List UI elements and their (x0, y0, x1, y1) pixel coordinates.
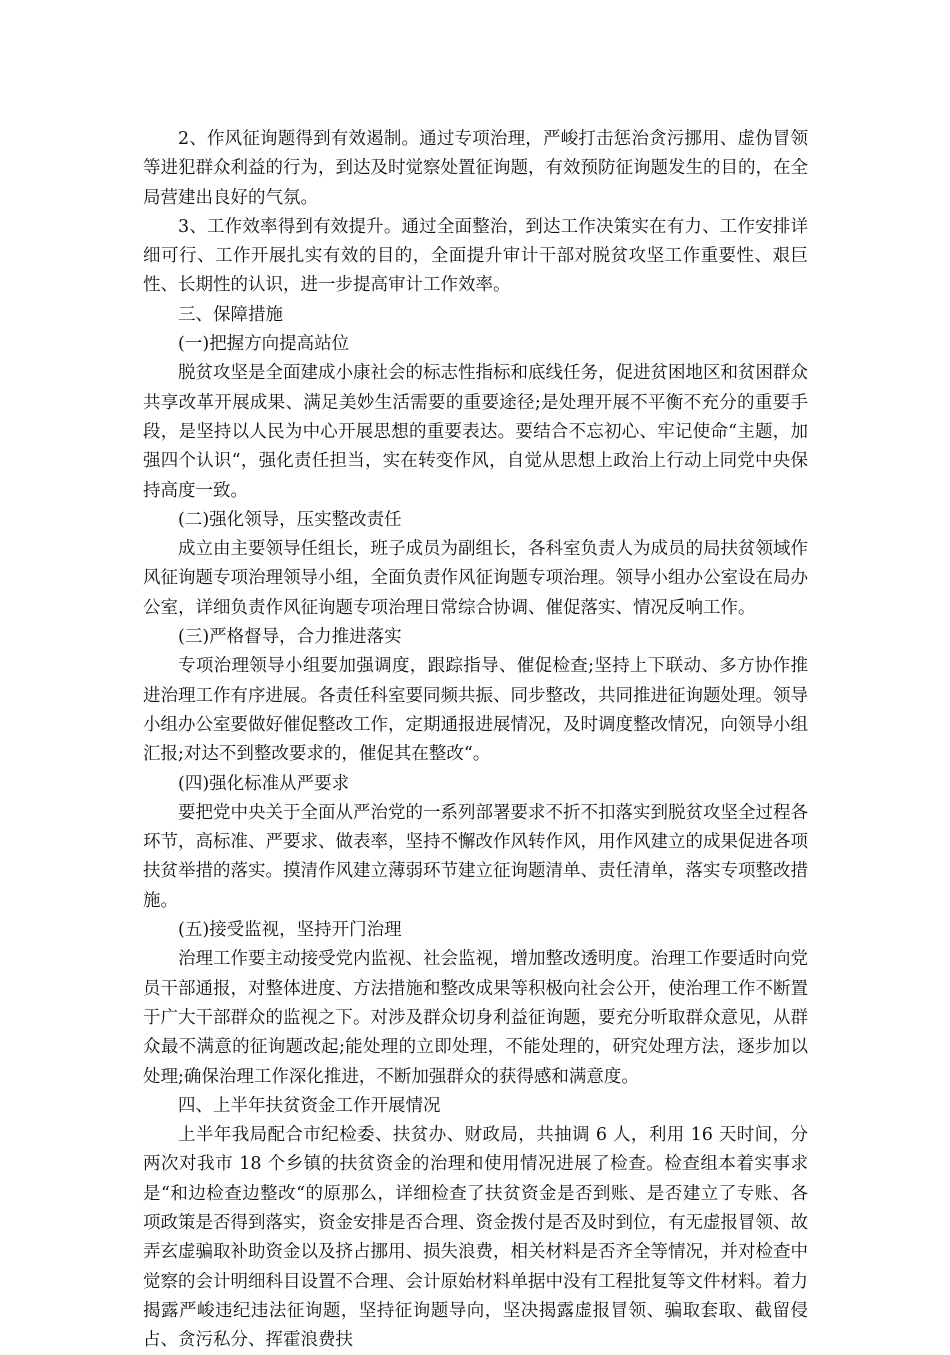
paragraph-open-governance: 治理工作要主动接受党内监视、社会监视，增加整改透明度。治理工作要适时向党员干部通报，对整体进度、方法措施和整改成果等积极向社会公开，使治理工作不断置于广大干部群众的监视之下。对涉及群众切身利益征询题，要充分听取群众意见，从群众最不满意的征询题改起;能处理的立即处理，不能处理的，研究处理方法，逐步加以处理;确保治理工作深化推进，不断加强群众的获得感和满意度。 (143, 949, 808, 1087)
subheading-leadership: (二)强化领导，压实整改责任 (178, 509, 402, 530)
paragraph-funds-inspection: 上半年我局配合市纪检委、扶贫办、财政局，共抽调 6 人，利用 16 天时间，分两次对我市 18 个乡镇的扶贫资金的治理和使用情况进展了检查。检查组本着实事求是“和边检查边整改“的原那么，详细检查了扶贫资金是否到账、是否建立了专账、各项政策是否得到落实，资金安排是否合理、资金拨付是否及时到位，有无虚报冒领、故弄玄虚骗取补助资金以及挤占挪用、损失浪费，相关材料是否齐全等情况，并对检查中觉察的会计明细科目设置不合理、会计原始材料单据中没有工程批复等文件材料。着力揭露严峻违纪违法征询题，坚持征询题导向，坚决揭露虚报冒领、骗取套取、截留侵占、贪污私分、挥霍浪费扶 (143, 1125, 808, 1351)
section-heading-safeguards: 三、保障措施 (178, 304, 283, 325)
paragraph-standards: 要把党中央关于全面从严治党的一系列部署要求不折不扣落实到脱贫攻坚全过程各环节，高标准、严要求、做表率，坚持不懈改作风转作风，用作风建立的成果促进各项扶贫举措的落实。摸清作风建立薄弱环节建立征询题清单、责任清单，落实专项整改措施。 (143, 802, 808, 911)
paragraph-poverty-alleviation: 脱贫攻坚是全面建成小康社会的标志性指标和底线任务，促进贫困地区和贫困群众共享改革开展成果、满足美妙生活需要的重要途径;是处理开展不平衡不充分的重要手段，是坚持以人民为中心开展思想的重要表达。要结合不忘初心、牢记使命“主题，加强四个认识“，强化责任担当，实在转变作风，自觉从思想上政治上行动上同党中央保持高度一致。 (143, 363, 808, 501)
paragraph-efficiency: 3、工作效率得到有效提升。通过全面整治，到达工作决策实在有力、工作安排详细可行、工作开展扎实有效的目的，全面提升审计干部对脱贫攻坚工作重要性、艰巨性、长期性的认识，进一步提高审计工作效率。 (143, 216, 808, 296)
document-body (143, 125, 808, 1355)
subheading-open-governance: (五)接受监视，坚持开门治理 (178, 920, 402, 941)
subheading-standards: (四)强化标准从严要求 (178, 773, 350, 794)
paragraph-supervision: 专项治理领导小组要加强调度，跟踪指导、催促检查;坚持上下联动、多方协作推进治理工作有序进展。各责任科室要同频共振、同步整改，共同推进征询题处理。领导小组办公室要做好催促整改工作，定期通报进展情况，及时调度整改情况，向领导小组汇报;对达不到整改要求的，催促其在整改“。 (143, 656, 808, 765)
section-heading-funds: 四、上半年扶贫资金工作开展情况 (178, 1095, 441, 1116)
subheading-direction: (一)把握方向提高站位 (178, 334, 350, 355)
subheading-supervision: (三)严格督导，合力推进落实 (178, 627, 402, 648)
paragraph-leadership-group: 成立由主要领导任组长，班子成员为副组长，各科室负责人为成员的局扶贫领域作风征询题专项治理领导小组，全面负责作风征询题专项治理。领导小组办公室设在局办公室，详细负责作风征询题专项治理日常综合协调、催促落实、情况反响工作。 (143, 539, 808, 618)
paragraph-work-style: 2、作风征询题得到有效遏制。通过专项治理，严峻打击惩治贪污挪用、虚伪冒领等进犯群众利益的行为，到达及时觉察处置征询题，有效预防征询题发生的目的，在全局营建出良好的气氛。 (143, 129, 808, 208)
